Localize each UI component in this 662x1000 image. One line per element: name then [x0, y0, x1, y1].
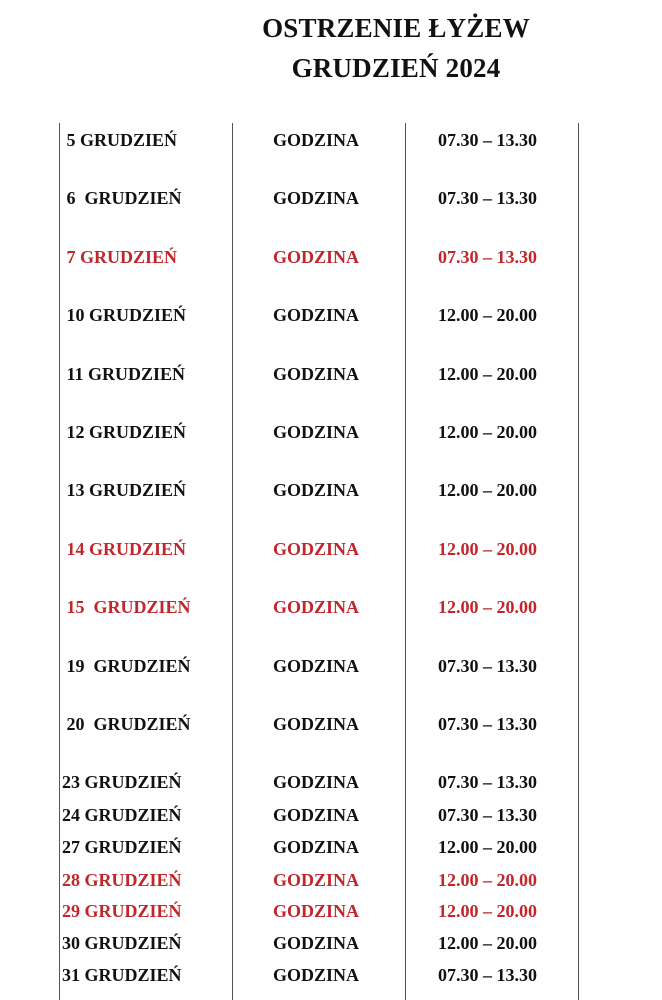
schedule-time: 07.30 – 13.30 — [438, 188, 537, 208]
schedule-date: 24 GRUDZIEŃ — [62, 805, 182, 825]
table-row — [0, 593, 662, 621]
schedule-time: 12.00 – 20.00 — [438, 870, 537, 890]
schedule-time: 07.30 – 13.30 — [438, 656, 537, 676]
schedule-time: 12.00 – 20.00 — [438, 597, 537, 617]
table-row — [0, 897, 662, 925]
schedule-label: GODZINA — [273, 422, 360, 442]
schedule-date: 31 GRUDZIEŃ — [62, 965, 182, 985]
table-row — [0, 418, 662, 446]
table-row — [0, 866, 662, 894]
schedule-time: 07.30 – 13.30 — [438, 130, 537, 150]
table-row — [0, 360, 662, 388]
schedule-date: 14 GRUDZIEŃ — [62, 539, 187, 559]
table-row — [0, 929, 662, 957]
schedule-time: 12.00 – 20.00 — [438, 539, 537, 559]
schedule-label: GODZINA — [273, 837, 360, 857]
schedule-date: 19 GRUDZIEŃ — [62, 656, 191, 676]
schedule-date: 28 GRUDZIEŃ — [62, 870, 182, 890]
schedule-label: GODZINA — [273, 130, 360, 150]
schedule-date: 6 GRUDZIEŃ — [62, 188, 182, 208]
table-row — [0, 535, 662, 563]
schedule-time: 12.00 – 20.00 — [438, 305, 537, 325]
schedule-date: 11 GRUDZIEŃ — [62, 364, 186, 384]
schedule-label: GODZINA — [273, 364, 360, 384]
schedule-date: 20 GRUDZIEŃ — [62, 714, 191, 734]
schedule-time: 12.00 – 20.00 — [438, 837, 537, 857]
table-row — [0, 243, 662, 271]
schedule-date: 7 GRUDZIEŃ — [62, 247, 178, 267]
schedule-date: 10 GRUDZIEŃ — [62, 305, 187, 325]
schedule-label: GODZINA — [273, 714, 360, 734]
schedule-date: 13 GRUDZIEŃ — [62, 480, 187, 500]
schedule-time: 12.00 – 20.00 — [438, 933, 537, 953]
table-row — [0, 833, 662, 861]
schedule-label: GODZINA — [273, 805, 360, 825]
schedule-date: 15 GRUDZIEŃ — [62, 597, 191, 617]
schedule-label: GODZINA — [273, 656, 360, 676]
table-row — [0, 301, 662, 329]
schedule-time: 12.00 – 20.00 — [438, 364, 537, 384]
schedule-label: GODZINA — [273, 933, 360, 953]
schedule-time: 12.00 – 20.00 — [438, 901, 537, 921]
schedule-date: 12 GRUDZIEŃ — [62, 422, 187, 442]
schedule-time: 07.30 – 13.30 — [438, 772, 537, 792]
schedule-label: GODZINA — [273, 597, 360, 617]
schedule-label: GODZINA — [273, 539, 360, 559]
schedule-label: GODZINA — [273, 188, 360, 208]
schedule-date: 27 GRUDZIEŃ — [62, 837, 182, 857]
schedule-date: 5 GRUDZIEŃ — [62, 130, 178, 150]
table-row — [0, 126, 662, 154]
schedule-time: 07.30 – 13.30 — [438, 805, 537, 825]
table-row — [0, 710, 662, 738]
schedule-label: GODZINA — [273, 247, 360, 267]
page-title: OSTRZENIE ŁYŻEW — [262, 13, 530, 43]
schedule-time: 07.30 – 13.30 — [438, 714, 537, 734]
schedule-time: 12.00 – 20.00 — [438, 480, 537, 500]
schedule-time: 12.00 – 20.00 — [438, 422, 537, 442]
schedule-date: 29 GRUDZIEŃ — [62, 901, 182, 921]
schedule-date: 30 GRUDZIEŃ — [62, 933, 182, 953]
schedule-time: 07.30 – 13.30 — [438, 247, 537, 267]
table-row — [0, 652, 662, 680]
schedule-label: GODZINA — [273, 870, 360, 890]
schedule-time: 07.30 – 13.30 — [438, 965, 537, 985]
schedule-label: GODZINA — [273, 305, 360, 325]
table-row — [0, 768, 662, 796]
table-row — [0, 184, 662, 212]
table-row — [0, 801, 662, 829]
schedule-label: GODZINA — [273, 901, 360, 921]
schedule-label: GODZINA — [273, 965, 360, 985]
schedule-label: GODZINA — [273, 772, 360, 792]
table-row — [0, 961, 662, 989]
page-subtitle: GRUDZIEŃ 2024 — [291, 53, 501, 83]
schedule-date: 23 GRUDZIEŃ — [62, 772, 182, 792]
table-row — [0, 476, 662, 504]
schedule-label: GODZINA — [273, 480, 360, 500]
